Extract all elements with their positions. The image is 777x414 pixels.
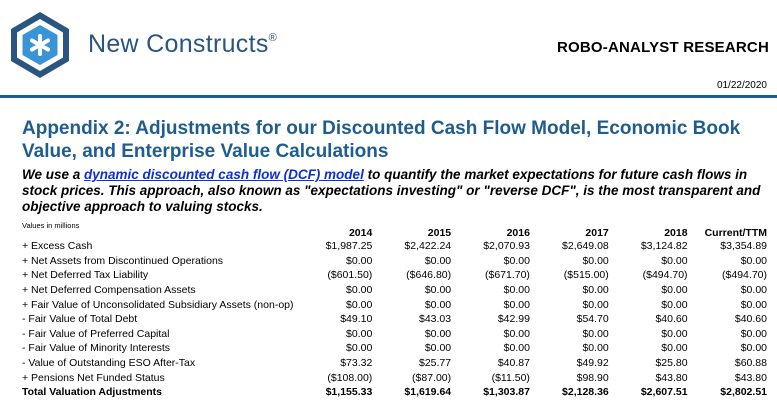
row-label: + Net Assets from Discontinued Operations	[22, 254, 224, 267]
cell-value: ($87.00)	[412, 371, 452, 384]
cell-value: $0.00	[661, 298, 688, 311]
cell-value: ($671.70)	[484, 269, 530, 282]
cell-value: $0.00	[582, 298, 609, 311]
valuation-adjustments-table	[22, 221, 767, 400]
cell-value: $42.99	[497, 313, 530, 326]
table-row	[22, 341, 767, 356]
cell-value: $54.70	[576, 313, 609, 326]
cell-value: $0.00	[503, 342, 530, 355]
column-header: 2016	[506, 227, 530, 239]
cell-value: ($515.00)	[563, 269, 609, 282]
row-label: + Fair Value of Unconsolidated Subsidiary Assets (non-op)	[22, 298, 294, 311]
table-row	[22, 268, 767, 283]
table-row	[22, 312, 767, 327]
row-label: Total Valuation Adjustments	[22, 386, 163, 399]
cell-value: $25.77	[419, 357, 452, 370]
cell-value: $40.60	[734, 313, 767, 326]
cell-value: ($646.80)	[406, 269, 452, 282]
cell-value: ($494.70)	[642, 269, 688, 282]
cell-value: ($11.50)	[491, 371, 530, 384]
cell-value: $0.00	[661, 284, 688, 297]
asterisk-hexagon-icon	[5, 10, 75, 80]
cell-value: $40.60	[655, 313, 688, 326]
cell-value: $0.00	[740, 254, 767, 267]
cell-value: $2,649.08	[562, 240, 609, 253]
total-row	[22, 385, 767, 400]
report-date: 01/22/2020	[716, 80, 767, 91]
row-label: + Net Deferred Compensation Assets	[22, 284, 196, 297]
cell-value: $0.00	[346, 298, 373, 311]
cell-value: $0.00	[346, 284, 373, 297]
cell-value: $0.00	[424, 327, 452, 340]
cell-value: $0.00	[424, 298, 452, 311]
cell-value: $43.80	[734, 371, 767, 384]
cell-value: $3,354.89	[720, 240, 767, 253]
cell-value: $0.00	[661, 327, 688, 340]
cell-value: $0.00	[424, 284, 452, 297]
row-label: + Pensions Net Funded Status	[22, 371, 165, 384]
cell-value: $0.00	[346, 254, 373, 267]
cell-value: $43.03	[419, 313, 452, 326]
page-title: Appendix 2: Adjustments for our Discounted Cash Flow Model, Economic Book Value, and Enterprise Value Calculations	[22, 118, 741, 162]
cell-value: $0.00	[503, 327, 530, 340]
cell-value: $0.00	[346, 342, 373, 355]
intro-text-before: We use a	[22, 167, 85, 182]
row-label: - Fair Value of Minority Interests	[22, 342, 171, 355]
cell-value: $3,124.82	[640, 240, 688, 253]
cell-value: $0.00	[740, 342, 767, 355]
column-header: 2018	[664, 227, 688, 239]
row-label: + Excess Cash	[22, 240, 93, 253]
cell-value: $0.00	[740, 284, 767, 297]
cell-value: $0.00	[582, 284, 609, 297]
cell-value: $60.88	[734, 357, 767, 370]
cell-value: $0.00	[424, 254, 452, 267]
cell-value: $0.00	[503, 298, 530, 311]
report-type: ROBO-ANALYST RESEARCH	[557, 39, 769, 56]
cell-value: $0.00	[661, 342, 688, 355]
cell-value: $25.80	[655, 357, 688, 370]
cell-value: $1,155.33	[325, 386, 373, 399]
trademark-mark: ®	[268, 32, 278, 44]
cell-value: $73.32	[340, 357, 373, 370]
table-row	[22, 254, 767, 269]
header-divider	[0, 95, 777, 98]
cell-value: $2,607.51	[640, 386, 688, 399]
cell-value: $40.87	[497, 357, 530, 370]
brand-text: New Constructs	[88, 30, 269, 58]
cell-value: $1,987.25	[325, 240, 373, 253]
column-header: 2015	[427, 227, 452, 239]
row-label: - Fair Value of Preferred Capital	[22, 327, 170, 340]
table-row	[22, 297, 767, 312]
column-header: Current/TTM	[704, 227, 767, 239]
units-label: Values in millions	[22, 221, 80, 230]
table-row	[22, 283, 767, 298]
cell-value: $0.00	[582, 254, 609, 267]
table-row	[22, 370, 767, 385]
cell-value: $0.00	[582, 327, 609, 340]
cell-value: $0.00	[740, 298, 767, 311]
table-row	[22, 356, 767, 371]
cell-value: $0.00	[503, 254, 530, 267]
cell-value: $0.00	[503, 284, 530, 297]
column-header: 2014	[348, 227, 373, 239]
table-row	[22, 327, 767, 342]
cell-value: $49.10	[340, 313, 373, 326]
row-label: - Fair Value of Total Debt	[22, 313, 138, 326]
intro-paragraph	[22, 167, 767, 215]
cell-value: $0.00	[582, 342, 609, 355]
cell-value: $49.92	[576, 357, 609, 370]
cell-value: ($108.00)	[327, 371, 373, 384]
cell-value: $0.00	[740, 327, 767, 340]
brand-name	[88, 30, 277, 59]
cell-value: ($494.70)	[722, 269, 767, 282]
cell-value: $43.80	[655, 371, 688, 384]
cell-value: $2,128.36	[562, 386, 609, 399]
cell-value: $1,619.64	[404, 386, 452, 399]
cell-value: $0.00	[346, 327, 373, 340]
cell-value: $2,802.51	[720, 386, 767, 399]
cell-value: $2,422.24	[404, 240, 452, 253]
table-row	[22, 239, 767, 254]
cell-value: $0.00	[424, 342, 452, 355]
cell-value: $0.00	[661, 254, 688, 267]
cell-value: ($601.50)	[327, 269, 373, 282]
intro-text-after: to quantify the market expectations for future cash flows in stock prices. This approach, also known as "expectations investing" or "reverse DCF", is the most transparent and objective approach to valuing stocks.	[22, 167, 761, 214]
row-label: - Value of Outstanding ESO After-Tax	[22, 357, 196, 370]
cell-value: $98.90	[576, 371, 609, 384]
table-header-row	[22, 221, 767, 239]
cell-value: $1,303.87	[483, 386, 530, 399]
row-label: + Net Deferred Tax Liability	[22, 269, 149, 282]
cell-value: $2,070.93	[483, 240, 530, 253]
dcf-model-link[interactable]: dynamic discounted cash flow (DCF) model	[84, 167, 364, 182]
column-header: 2017	[585, 227, 609, 239]
